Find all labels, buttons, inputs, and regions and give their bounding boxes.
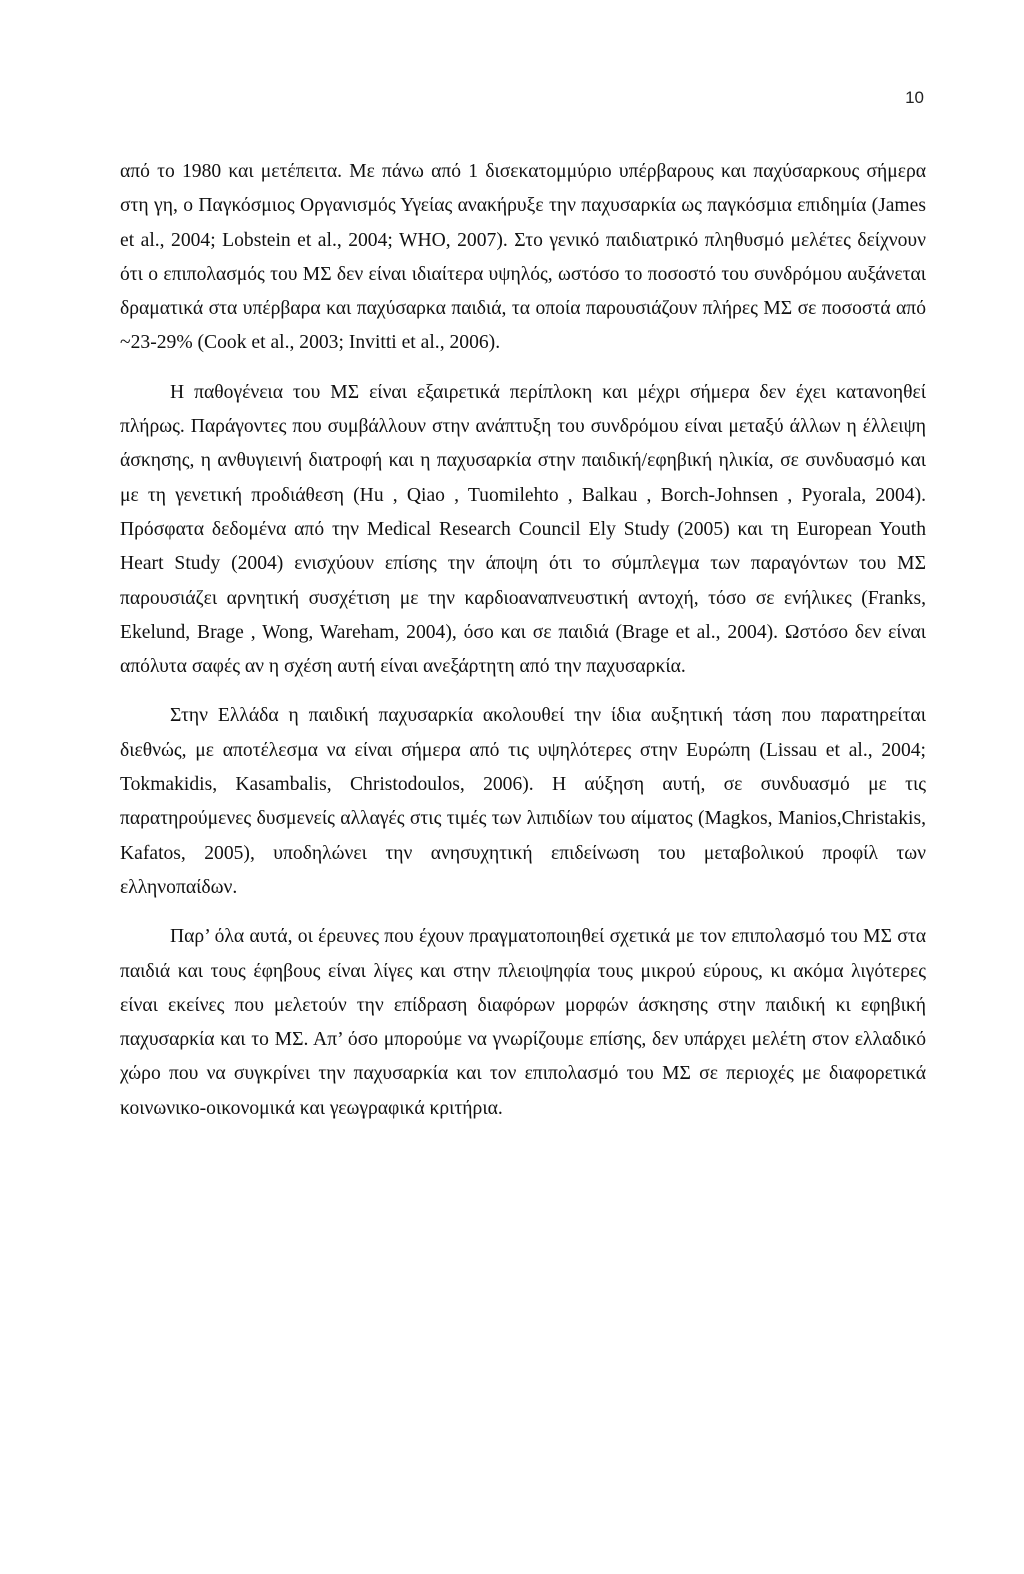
- paragraph-2: Η παθογένεια του ΜΣ είναι εξαιρετικά περίπλοκη και μέχρι σήμερα δεν έχει κατανοηθεί πλήρως. Παράγοντες που συμβάλλουν στην ανάπτυξη του συνδρόμου είναι μεταξύ άλλων η έλλειψη άσκησης, η ανθυγιεινή διατροφή και η παχυσαρκία στην παιδική/εφηβική ηλικία, σε συνδυασμό και με τη γενετική προδιάθεση (Hu , Qiao , Tuomilehto , Balkau , Borch-Johnsen , Pyorala, 2004). Πρόσφατα δεδομένα από την Medical Research Council Ely Study (2005) και τη European Youth Heart Study (2004) ενισχύουν επίσης την άποψη ότι το σύμπλεγμα των παραγόντων του ΜΣ παρουσιάζει αρνητική συσχέτιση με την καρδιοαναπνευστική αντοχή, τόσο σε ενήλικες (Franks, Ekelund, Brage , Wong, Wareham, 2004), όσο και σε παιδιά (Brage et al., 2004). Ωστόσο δεν είναι απόλυτα σαφές αν η σχέση αυτή είναι ανεξάρτητη από την παχυσαρκία.: [120, 381, 926, 678]
- paragraph-4: Παρ’ όλα αυτά, οι έρευνες που έχουν πραγματοποιηθεί σχετικά με τον επιπολασμό του ΜΣ στα παιδιά και τους έφηβους είναι λίγες και στην πλειοψηφία τους μικρού εύρους, κι ακόμα λιγότερες είναι εκείνες που μελετούν την επίδραση διαφόρων μορφών άσκησης στην παιδική κι εφηβική παχυσαρκία και το ΜΣ. Απ’ όσο μπορούμε να γνωρίζουμε επίσης, δεν υπάρχει μελέτη στον ελλαδικό χώρο που να συγκρίνει την παχυσαρκία και τον επιπολασμό του ΜΣ σε περιοχές με διαφορετικά κοινωνικο-οικονομικά και γεωγραφικά κριτήρια.: [120, 926, 926, 1119]
- document-body: [120, 155, 926, 1126]
- paragraph-1: από το 1980 και μετέπειτα. Με πάνω από 1 δισεκατομμύριο υπέρβαρους και παχύσαρκους σήμερα στη γη, ο Παγκόσμιος Οργανισμός Υγείας ανακήρυξε την παχυσαρκία ως παγκόσμια επιδημία (James et al., 2004; Lobstein et al., 2004; WHO, 2007). Στο γενικό παιδιατρικό πληθυσμό μελέτες δείχνουν ότι ο επιπολασμός του ΜΣ δεν είναι ιδιαίτερα υψηλός, ωστόσο το ποσοστό του συνδρόμου αυξάνεται δραματικά στα υπέρβαρα και παχύσαρκα παιδιά, τα οποία παρουσιάζουν πλήρες ΜΣ σε ποσοστά από ~23-29% (Cook et al., 2003; Invitti et al., 2006).: [120, 161, 926, 354]
- page-number: 10: [905, 88, 924, 107]
- paragraph-3: Στην Ελλάδα η παιδική παχυσαρκία ακολουθεί την ίδια αυξητική τάση που παρατηρείται διεθνώς, με αποτέλεσμα να είναι σήμερα από τις υψηλότερες στην Ευρώπη (Lissau et al., 2004; Tokmakidis, Kasambalis, Christodoulos, 2006). Η αύξηση αυτή, σε συνδυασμό με τις παρατηρούμενες δυσμενείς αλλαγές στις τιμές των λιπιδίων του αίματος (Magkos, Manios,Christakis, Kafatos, 2005), υποδηλώνει την ανησυχητική επιδείνωση του μεταβολικού προφίλ των ελληνοπαίδων.: [120, 705, 926, 898]
